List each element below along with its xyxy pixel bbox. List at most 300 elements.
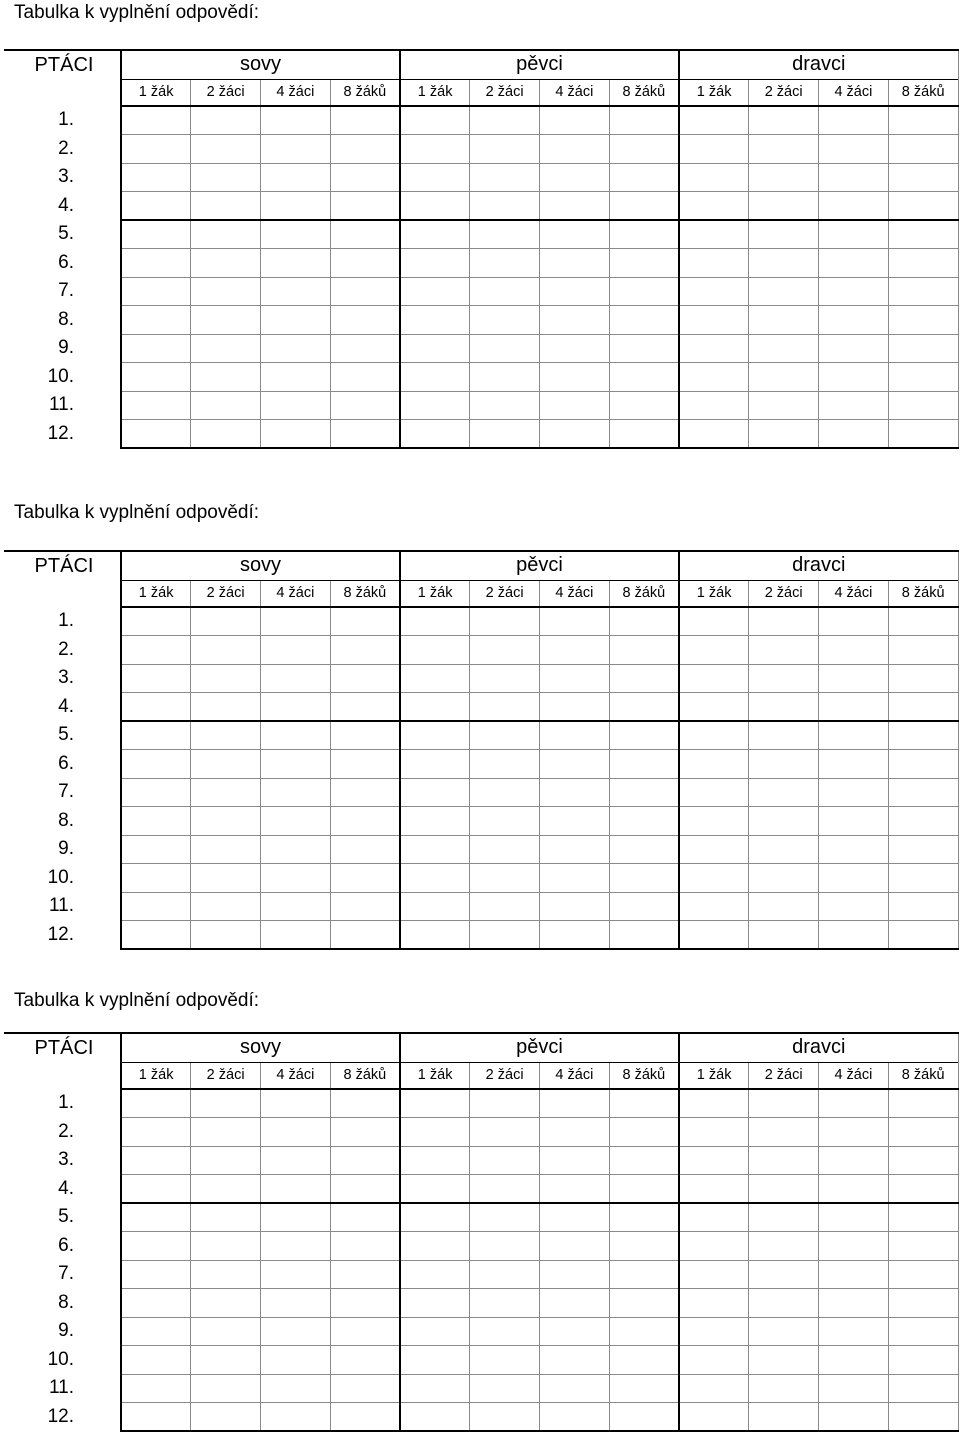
answer-cell[interactable] (191, 693, 261, 722)
answer-cell[interactable] (749, 1089, 819, 1118)
answer-cell[interactable] (540, 693, 610, 722)
answer-cell[interactable] (540, 220, 610, 249)
answer-cell[interactable] (330, 835, 400, 864)
answer-cell[interactable] (261, 921, 331, 950)
answer-cell[interactable] (191, 1374, 261, 1403)
answer-cell[interactable] (609, 1260, 679, 1289)
answer-cell[interactable] (330, 1289, 400, 1318)
answer-cell[interactable] (261, 1118, 331, 1147)
answer-cell[interactable] (819, 1317, 889, 1346)
answer-cell[interactable] (609, 664, 679, 693)
answer-cell[interactable] (191, 835, 261, 864)
answer-cell[interactable] (121, 334, 191, 363)
answer-cell[interactable] (888, 1175, 958, 1204)
answer-cell[interactable] (330, 192, 400, 221)
answer-cell[interactable] (400, 106, 470, 135)
answer-cell[interactable] (888, 664, 958, 693)
answer-cell[interactable] (261, 163, 331, 192)
answer-cell[interactable] (261, 249, 331, 278)
answer-cell[interactable] (819, 249, 889, 278)
answer-cell[interactable] (609, 1403, 679, 1432)
answer-cell[interactable] (400, 864, 470, 893)
answer-cell[interactable] (609, 277, 679, 306)
answer-cell[interactable] (470, 192, 540, 221)
answer-cell[interactable] (819, 1374, 889, 1403)
answer-cell[interactable] (470, 892, 540, 921)
answer-cell[interactable] (191, 220, 261, 249)
answer-cell[interactable] (261, 1232, 331, 1261)
answer-cell[interactable] (330, 664, 400, 693)
answer-cell[interactable] (679, 1146, 749, 1175)
answer-cell[interactable] (261, 864, 331, 893)
answer-cell[interactable] (609, 420, 679, 449)
answer-cell[interactable] (330, 778, 400, 807)
answer-cell[interactable] (470, 334, 540, 363)
answer-cell[interactable] (400, 306, 470, 335)
answer-cell[interactable] (609, 1118, 679, 1147)
answer-cell[interactable] (330, 636, 400, 665)
answer-cell[interactable] (121, 163, 191, 192)
answer-cell[interactable] (121, 807, 191, 836)
answer-cell[interactable] (400, 420, 470, 449)
answer-cell[interactable] (609, 249, 679, 278)
answer-cell[interactable] (540, 306, 610, 335)
answer-cell[interactable] (121, 220, 191, 249)
answer-cell[interactable] (749, 363, 819, 392)
answer-cell[interactable] (679, 807, 749, 836)
answer-cell[interactable] (400, 1289, 470, 1318)
answer-cell[interactable] (470, 835, 540, 864)
answer-cell[interactable] (888, 363, 958, 392)
answer-cell[interactable] (749, 607, 819, 636)
answer-cell[interactable] (540, 135, 610, 164)
answer-cell[interactable] (888, 636, 958, 665)
answer-cell[interactable] (261, 334, 331, 363)
answer-cell[interactable] (679, 1089, 749, 1118)
answer-cell[interactable] (819, 192, 889, 221)
answer-cell[interactable] (121, 391, 191, 420)
answer-cell[interactable] (888, 135, 958, 164)
answer-cell[interactable] (121, 1175, 191, 1204)
answer-cell[interactable] (261, 420, 331, 449)
answer-cell[interactable] (819, 1146, 889, 1175)
answer-cell[interactable] (330, 1260, 400, 1289)
answer-cell[interactable] (819, 664, 889, 693)
answer-cell[interactable] (400, 693, 470, 722)
answer-cell[interactable] (330, 391, 400, 420)
answer-cell[interactable] (888, 306, 958, 335)
answer-cell[interactable] (470, 277, 540, 306)
answer-cell[interactable] (191, 1346, 261, 1375)
answer-cell[interactable] (609, 1317, 679, 1346)
answer-cell[interactable] (330, 892, 400, 921)
answer-cell[interactable] (749, 334, 819, 363)
answer-cell[interactable] (819, 1232, 889, 1261)
answer-cell[interactable] (609, 334, 679, 363)
answer-cell[interactable] (819, 778, 889, 807)
answer-cell[interactable] (191, 1175, 261, 1204)
answer-cell[interactable] (749, 192, 819, 221)
answer-cell[interactable] (540, 163, 610, 192)
answer-cell[interactable] (121, 306, 191, 335)
answer-cell[interactable] (330, 864, 400, 893)
answer-cell[interactable] (749, 721, 819, 750)
answer-cell[interactable] (191, 1289, 261, 1318)
answer-cell[interactable] (121, 1118, 191, 1147)
answer-cell[interactable] (679, 1317, 749, 1346)
answer-cell[interactable] (609, 693, 679, 722)
answer-cell[interactable] (540, 1403, 610, 1432)
answer-cell[interactable] (121, 892, 191, 921)
answer-cell[interactable] (679, 1118, 749, 1147)
answer-cell[interactable] (470, 1374, 540, 1403)
answer-cell[interactable] (400, 334, 470, 363)
answer-cell[interactable] (749, 693, 819, 722)
answer-cell[interactable] (400, 1317, 470, 1346)
answer-cell[interactable] (330, 334, 400, 363)
answer-cell[interactable] (191, 778, 261, 807)
answer-cell[interactable] (609, 135, 679, 164)
answer-cell[interactable] (330, 1089, 400, 1118)
answer-cell[interactable] (888, 192, 958, 221)
answer-cell[interactable] (749, 921, 819, 950)
answer-cell[interactable] (261, 1089, 331, 1118)
answer-cell[interactable] (191, 163, 261, 192)
answer-cell[interactable] (540, 636, 610, 665)
answer-cell[interactable] (261, 607, 331, 636)
answer-cell[interactable] (400, 807, 470, 836)
answer-cell[interactable] (400, 277, 470, 306)
answer-cell[interactable] (679, 1232, 749, 1261)
answer-cell[interactable] (819, 835, 889, 864)
answer-cell[interactable] (540, 664, 610, 693)
answer-cell[interactable] (261, 664, 331, 693)
answer-cell[interactable] (330, 277, 400, 306)
answer-cell[interactable] (819, 363, 889, 392)
answer-cell[interactable] (679, 163, 749, 192)
answer-cell[interactable] (191, 1203, 261, 1232)
answer-cell[interactable] (470, 693, 540, 722)
answer-cell[interactable] (540, 1346, 610, 1375)
answer-cell[interactable] (609, 1146, 679, 1175)
answer-cell[interactable] (261, 721, 331, 750)
answer-cell[interactable] (121, 106, 191, 135)
answer-cell[interactable] (679, 1260, 749, 1289)
answer-cell[interactable] (261, 892, 331, 921)
answer-cell[interactable] (191, 607, 261, 636)
answer-cell[interactable] (819, 1175, 889, 1204)
answer-cell[interactable] (400, 636, 470, 665)
answer-cell[interactable] (888, 864, 958, 893)
answer-cell[interactable] (261, 306, 331, 335)
answer-cell[interactable] (121, 420, 191, 449)
answer-cell[interactable] (191, 1403, 261, 1432)
answer-cell[interactable] (679, 921, 749, 950)
answer-cell[interactable] (191, 664, 261, 693)
answer-cell[interactable] (540, 750, 610, 779)
answer-cell[interactable] (679, 636, 749, 665)
answer-cell[interactable] (540, 607, 610, 636)
answer-cell[interactable] (330, 721, 400, 750)
answer-cell[interactable] (400, 750, 470, 779)
answer-cell[interactable] (121, 921, 191, 950)
answer-cell[interactable] (400, 1232, 470, 1261)
answer-cell[interactable] (261, 636, 331, 665)
answer-cell[interactable] (121, 835, 191, 864)
answer-cell[interactable] (261, 807, 331, 836)
answer-cell[interactable] (888, 921, 958, 950)
answer-cell[interactable] (819, 607, 889, 636)
answer-cell[interactable] (679, 892, 749, 921)
answer-cell[interactable] (888, 1203, 958, 1232)
answer-cell[interactable] (609, 163, 679, 192)
answer-cell[interactable] (191, 249, 261, 278)
answer-cell[interactable] (609, 807, 679, 836)
answer-cell[interactable] (400, 721, 470, 750)
answer-cell[interactable] (121, 1346, 191, 1375)
answer-cell[interactable] (261, 391, 331, 420)
answer-cell[interactable] (261, 1175, 331, 1204)
answer-cell[interactable] (191, 334, 261, 363)
answer-cell[interactable] (609, 835, 679, 864)
answer-cell[interactable] (609, 778, 679, 807)
answer-cell[interactable] (819, 220, 889, 249)
answer-cell[interactable] (121, 192, 191, 221)
answer-cell[interactable] (330, 1118, 400, 1147)
answer-cell[interactable] (819, 1289, 889, 1318)
answer-cell[interactable] (819, 1118, 889, 1147)
answer-cell[interactable] (330, 420, 400, 449)
answer-cell[interactable] (819, 864, 889, 893)
answer-cell[interactable] (540, 864, 610, 893)
answer-cell[interactable] (400, 835, 470, 864)
answer-cell[interactable] (609, 391, 679, 420)
answer-cell[interactable] (609, 1232, 679, 1261)
answer-cell[interactable] (400, 1089, 470, 1118)
answer-cell[interactable] (609, 1175, 679, 1204)
answer-cell[interactable] (819, 106, 889, 135)
answer-cell[interactable] (121, 636, 191, 665)
answer-cell[interactable] (819, 334, 889, 363)
answer-cell[interactable] (609, 750, 679, 779)
answer-cell[interactable] (819, 1346, 889, 1375)
answer-cell[interactable] (191, 1118, 261, 1147)
answer-cell[interactable] (749, 1232, 819, 1261)
answer-cell[interactable] (261, 693, 331, 722)
answer-cell[interactable] (540, 1146, 610, 1175)
answer-cell[interactable] (749, 1374, 819, 1403)
answer-cell[interactable] (191, 106, 261, 135)
answer-cell[interactable] (470, 1175, 540, 1204)
answer-cell[interactable] (330, 1232, 400, 1261)
answer-cell[interactable] (470, 1089, 540, 1118)
answer-cell[interactable] (679, 1346, 749, 1375)
answer-cell[interactable] (191, 192, 261, 221)
answer-cell[interactable] (121, 1374, 191, 1403)
answer-cell[interactable] (749, 1203, 819, 1232)
answer-cell[interactable] (888, 163, 958, 192)
answer-cell[interactable] (749, 1403, 819, 1432)
answer-cell[interactable] (609, 1203, 679, 1232)
answer-cell[interactable] (470, 807, 540, 836)
answer-cell[interactable] (819, 921, 889, 950)
answer-cell[interactable] (121, 249, 191, 278)
answer-cell[interactable] (749, 1146, 819, 1175)
answer-cell[interactable] (191, 807, 261, 836)
answer-cell[interactable] (540, 334, 610, 363)
answer-cell[interactable] (400, 363, 470, 392)
answer-cell[interactable] (470, 106, 540, 135)
answer-cell[interactable] (679, 750, 749, 779)
answer-cell[interactable] (470, 1232, 540, 1261)
answer-cell[interactable] (121, 693, 191, 722)
answer-cell[interactable] (540, 778, 610, 807)
answer-cell[interactable] (749, 835, 819, 864)
answer-cell[interactable] (749, 106, 819, 135)
answer-cell[interactable] (121, 1203, 191, 1232)
answer-cell[interactable] (888, 277, 958, 306)
answer-cell[interactable] (819, 1403, 889, 1432)
answer-cell[interactable] (679, 420, 749, 449)
answer-cell[interactable] (749, 1317, 819, 1346)
answer-cell[interactable] (819, 306, 889, 335)
answer-cell[interactable] (609, 106, 679, 135)
answer-cell[interactable] (679, 106, 749, 135)
answer-cell[interactable] (540, 807, 610, 836)
answer-cell[interactable] (540, 249, 610, 278)
answer-cell[interactable] (261, 135, 331, 164)
answer-cell[interactable] (121, 1403, 191, 1432)
answer-cell[interactable] (819, 721, 889, 750)
answer-cell[interactable] (888, 391, 958, 420)
answer-cell[interactable] (819, 693, 889, 722)
answer-cell[interactable] (121, 363, 191, 392)
answer-cell[interactable] (749, 277, 819, 306)
answer-cell[interactable] (400, 1403, 470, 1432)
answer-cell[interactable] (191, 721, 261, 750)
answer-cell[interactable] (888, 106, 958, 135)
answer-cell[interactable] (191, 1089, 261, 1118)
answer-cell[interactable] (540, 921, 610, 950)
answer-cell[interactable] (261, 363, 331, 392)
answer-cell[interactable] (261, 192, 331, 221)
answer-cell[interactable] (261, 1346, 331, 1375)
answer-cell[interactable] (819, 1203, 889, 1232)
answer-cell[interactable] (819, 163, 889, 192)
answer-cell[interactable] (330, 135, 400, 164)
answer-cell[interactable] (191, 1317, 261, 1346)
answer-cell[interactable] (679, 693, 749, 722)
answer-cell[interactable] (400, 1175, 470, 1204)
answer-cell[interactable] (749, 163, 819, 192)
answer-cell[interactable] (470, 1317, 540, 1346)
answer-cell[interactable] (679, 778, 749, 807)
answer-cell[interactable] (679, 721, 749, 750)
answer-cell[interactable] (470, 363, 540, 392)
answer-cell[interactable] (679, 607, 749, 636)
answer-cell[interactable] (609, 636, 679, 665)
answer-cell[interactable] (330, 1403, 400, 1432)
answer-cell[interactable] (121, 1289, 191, 1318)
answer-cell[interactable] (261, 1317, 331, 1346)
answer-cell[interactable] (191, 1260, 261, 1289)
answer-cell[interactable] (540, 1317, 610, 1346)
answer-cell[interactable] (400, 778, 470, 807)
answer-cell[interactable] (540, 1289, 610, 1318)
answer-cell[interactable] (749, 892, 819, 921)
answer-cell[interactable] (470, 1146, 540, 1175)
answer-cell[interactable] (679, 864, 749, 893)
answer-cell[interactable] (609, 721, 679, 750)
answer-cell[interactable] (540, 391, 610, 420)
answer-cell[interactable] (191, 636, 261, 665)
answer-cell[interactable] (470, 163, 540, 192)
answer-cell[interactable] (330, 607, 400, 636)
answer-cell[interactable] (330, 921, 400, 950)
answer-cell[interactable] (330, 1346, 400, 1375)
answer-cell[interactable] (749, 750, 819, 779)
answer-cell[interactable] (609, 363, 679, 392)
answer-cell[interactable] (470, 135, 540, 164)
answer-cell[interactable] (819, 277, 889, 306)
answer-cell[interactable] (540, 420, 610, 449)
answer-cell[interactable] (679, 192, 749, 221)
answer-cell[interactable] (261, 1203, 331, 1232)
answer-cell[interactable] (121, 778, 191, 807)
answer-cell[interactable] (888, 1089, 958, 1118)
answer-cell[interactable] (609, 1374, 679, 1403)
answer-cell[interactable] (819, 135, 889, 164)
answer-cell[interactable] (679, 664, 749, 693)
answer-cell[interactable] (191, 391, 261, 420)
answer-cell[interactable] (609, 220, 679, 249)
answer-cell[interactable] (749, 1260, 819, 1289)
answer-cell[interactable] (888, 1118, 958, 1147)
answer-cell[interactable] (749, 1118, 819, 1147)
answer-cell[interactable] (261, 106, 331, 135)
answer-cell[interactable] (609, 892, 679, 921)
answer-cell[interactable] (191, 306, 261, 335)
answer-cell[interactable] (749, 135, 819, 164)
answer-cell[interactable] (540, 277, 610, 306)
answer-cell[interactable] (819, 892, 889, 921)
answer-cell[interactable] (749, 391, 819, 420)
answer-cell[interactable] (679, 835, 749, 864)
answer-cell[interactable] (888, 1317, 958, 1346)
answer-cell[interactable] (470, 921, 540, 950)
answer-cell[interactable] (609, 1346, 679, 1375)
answer-cell[interactable] (679, 1289, 749, 1318)
answer-cell[interactable] (749, 864, 819, 893)
answer-cell[interactable] (749, 220, 819, 249)
answer-cell[interactable] (121, 1260, 191, 1289)
answer-cell[interactable] (121, 721, 191, 750)
answer-cell[interactable] (261, 1289, 331, 1318)
answer-cell[interactable] (261, 835, 331, 864)
answer-cell[interactable] (191, 864, 261, 893)
answer-cell[interactable] (191, 277, 261, 306)
answer-cell[interactable] (330, 106, 400, 135)
answer-cell[interactable] (679, 249, 749, 278)
answer-cell[interactable] (400, 192, 470, 221)
answer-cell[interactable] (330, 363, 400, 392)
answer-cell[interactable] (400, 1118, 470, 1147)
answer-cell[interactable] (121, 1089, 191, 1118)
answer-cell[interactable] (330, 163, 400, 192)
answer-cell[interactable] (470, 721, 540, 750)
answer-cell[interactable] (470, 778, 540, 807)
answer-cell[interactable] (749, 249, 819, 278)
